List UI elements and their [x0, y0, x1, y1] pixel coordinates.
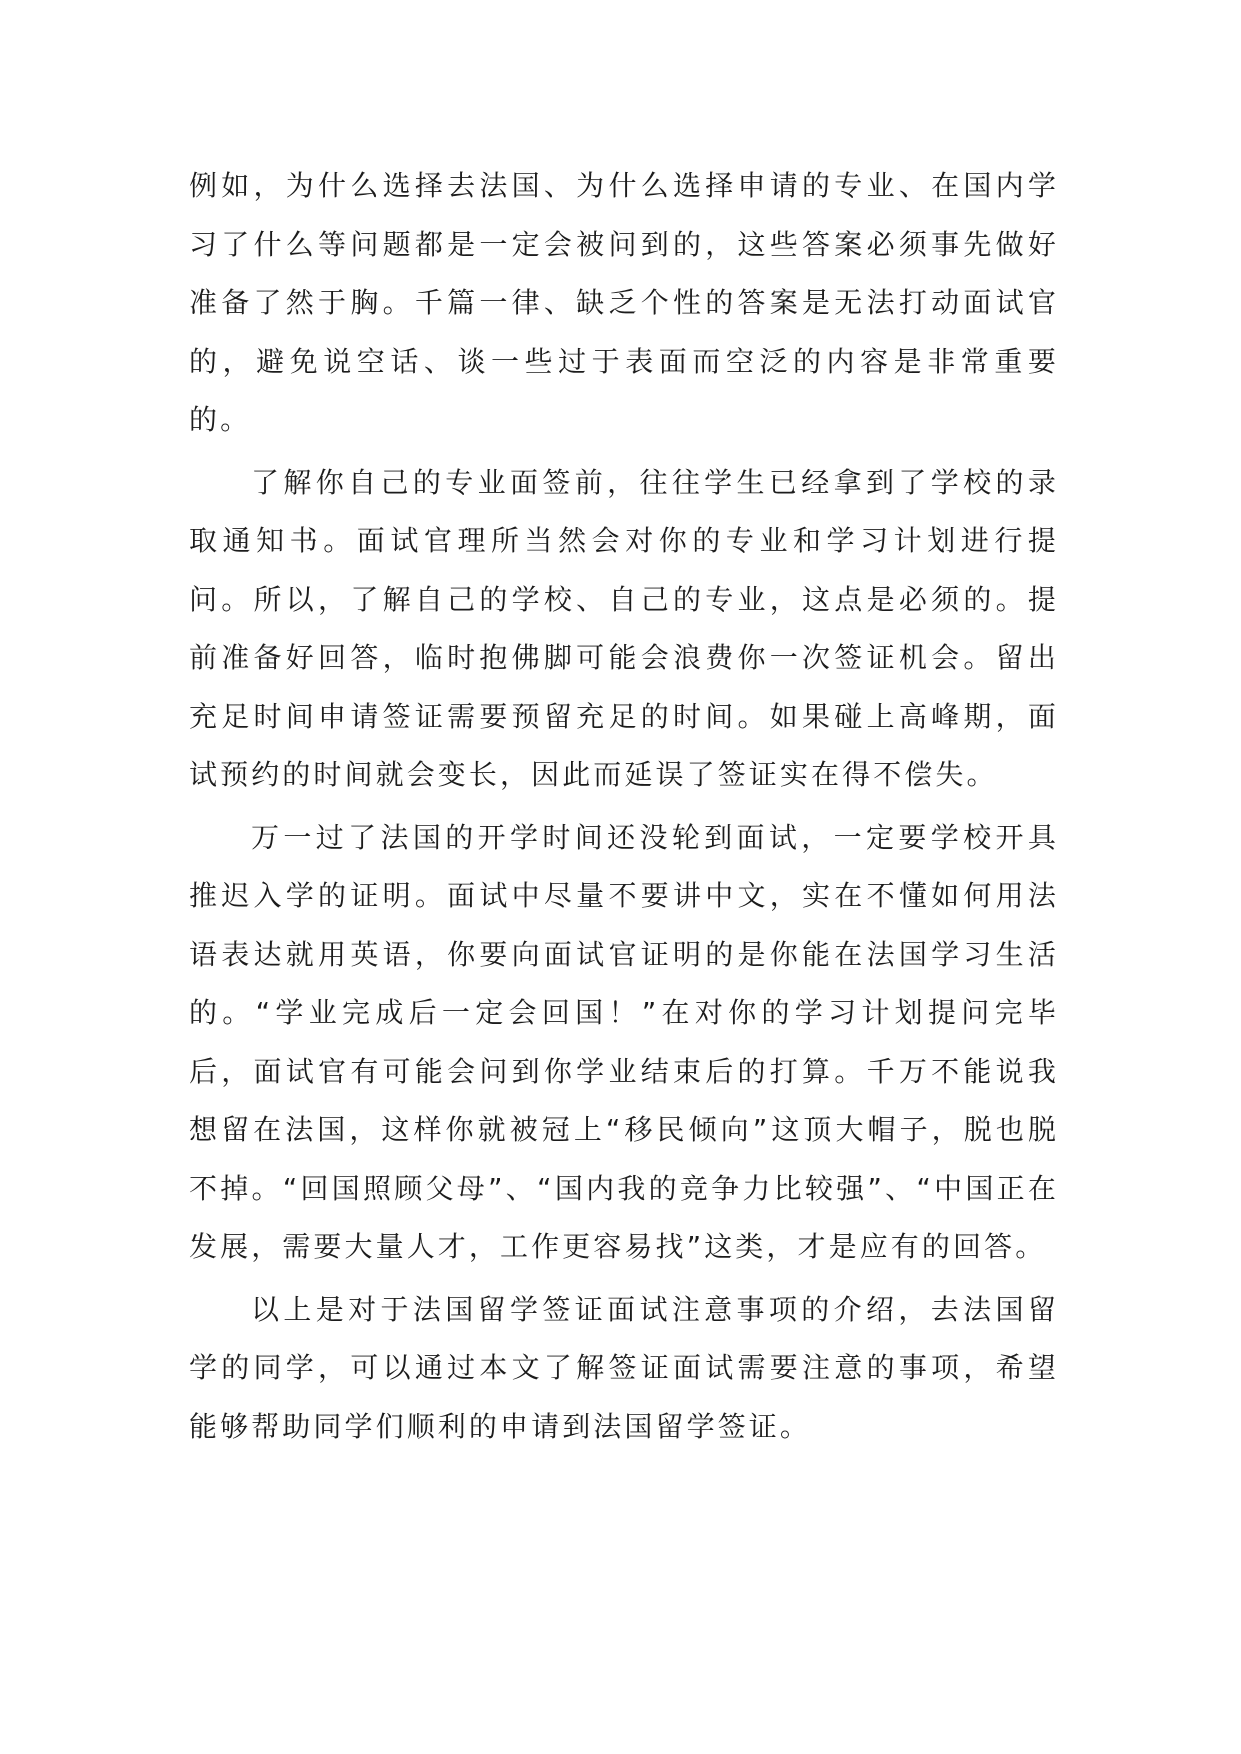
paragraph-continued: 例如，为什么选择去法国、为什么选择申请的专业、在国内学习了什么等问题都是一定会被问到的，这些答案必须事先做好准备了然于胸。千篇一律、缺乏个性的答案是无法打动面试官的，避免说空话、谈一些过于表面而空泛的内容是非常重要的。: [189, 169, 1059, 436]
paragraph-know-your-major: 了解你自己的专业面签前，往往学生已经拿到了学校的录取通知书。面试官理所当然会对你的专业和学习计划进行提问。所以，了解自己的学校、自己的专业，这点是必须的。提前准备好回答，临时抱佛脚可能会浪费你一次签证机会。留出充足时间申请签证需要预留充足的时间。如果碰上高峰期，面试预约的时间就会变长，因此而延误了签证实在得不偿失。: [189, 465, 1059, 791]
paragraph-conclusion: 以上是对于法国留学签证面试注意事项的介绍，去法国留学的同学，可以通过本文了解签证面试需要注意的事项，希望能够帮助同学们顺利的申请到法国留学签证。: [189, 1292, 1059, 1443]
document-body: [189, 157, 1059, 1456]
paragraph-return-home: 万一过了法国的开学时间还没轮到面试，一定要学校开具推迟入学的证明。面试中尽量不要讲中文，实在不懂如何用法语表达就用英语，你要向面试官证明的是你能在法国学习生活的。“学业完成后一定会回国！”在对你的学习计划提问完毕后，面试官有可能会问到你学业结束后的打算。千万不能说我想留在法国，这样你就被冠上“移民倾向”这顶大帽子，脱也脱不掉。“回国照顾父母”、“国内我的竞争力比较强”、“中国正在发展，需要大量人才，工作更容易找”这类，才是应有的回答。: [189, 820, 1059, 1263]
